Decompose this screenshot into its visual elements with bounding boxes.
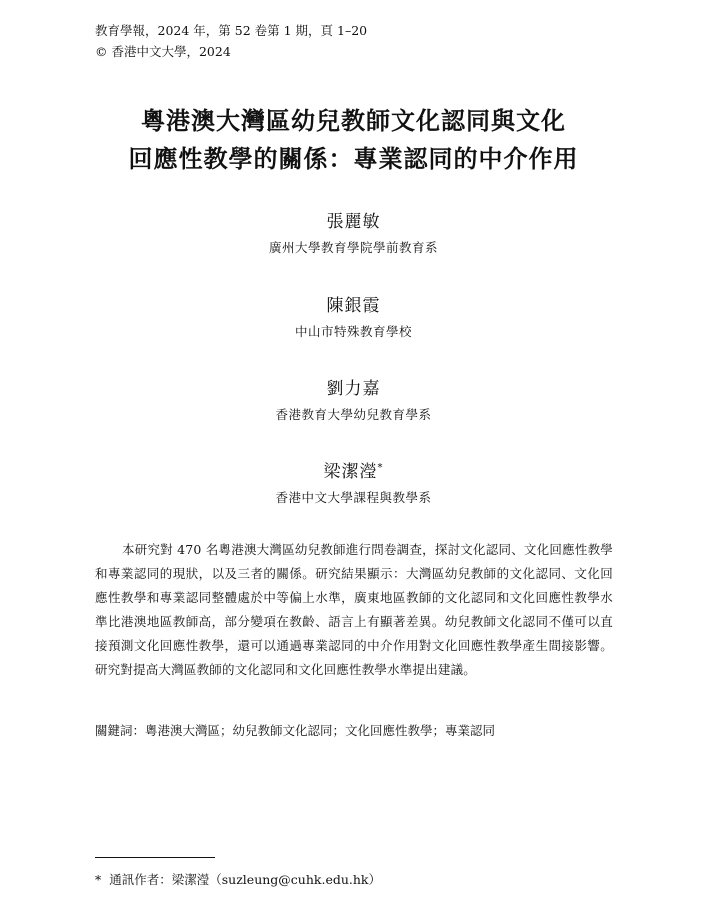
keywords: 關鍵詞：粵港澳大灣區；幼兒教師文化認同；文化回應性教學；專業認同 xyxy=(95,723,496,738)
author-3 xyxy=(0,378,707,424)
footnote-divider xyxy=(95,857,215,858)
footnote-mark: * xyxy=(95,872,102,887)
author-affiliation: 香港教育大學幼兒教育學系 xyxy=(275,407,432,422)
author-4 xyxy=(0,461,707,507)
author-affiliation: 廣州大學教育學院學前教育系 xyxy=(268,240,438,255)
corresponding-author-mark: * xyxy=(377,462,384,474)
author-name: 梁潔瀅 xyxy=(323,462,378,482)
author-2 xyxy=(0,295,707,341)
author-1 xyxy=(0,211,707,257)
paper-title-line-2: 回應性教學的關係：專業認同的中介作用 xyxy=(128,145,579,173)
author-affiliation: 香港中文大學課程與教學系 xyxy=(275,490,432,505)
paper-title-line-1: 粵港澳大灣區幼兒教師文化認同與文化 xyxy=(141,107,566,135)
author-name: 陳銀霞 xyxy=(326,296,381,316)
author-affiliation: 中山市特殊教育學校 xyxy=(294,324,412,339)
journal-citation: 教育學報，2024 年，第 52 卷第 1 期，頁 1–20 xyxy=(95,23,368,38)
journal-header xyxy=(95,20,367,62)
copyright-notice: © 香港中文大學，2024 xyxy=(95,44,231,59)
author-name: 劉力嘉 xyxy=(326,379,381,399)
corresponding-author-contact: 通訊作者：梁潔瀅（suzleung@cuhk.edu.hk） xyxy=(109,872,381,887)
paper-title xyxy=(0,102,707,178)
footnote xyxy=(95,871,381,889)
author-name-wrapper xyxy=(0,461,707,483)
abstract: 本研究對 470 名粵港澳大灣區幼兒教師進行問卷調查，探討文化認同、文化回應性教學和專業認同的現狀，以及三者的關係。研究結果顯示：大灣區幼兒教師的文化認同、文化回應性教學和專業認同整體處於中等偏上水準，廣東地區教師的文化認同和文化回應性教學水準比港澳地區教師高，部分變項在教齡、語言上有顯著差異。幼兒教師文化認同不僅可以直接預測文化回應性教學，還可以通過專業認同的中介作用對文化回應性教學產生間接影響。研究對提高大灣區教師的文化認同和文化回應性教學水準提出建議。 xyxy=(95,542,613,677)
author-name: 張麗敏 xyxy=(326,212,381,232)
